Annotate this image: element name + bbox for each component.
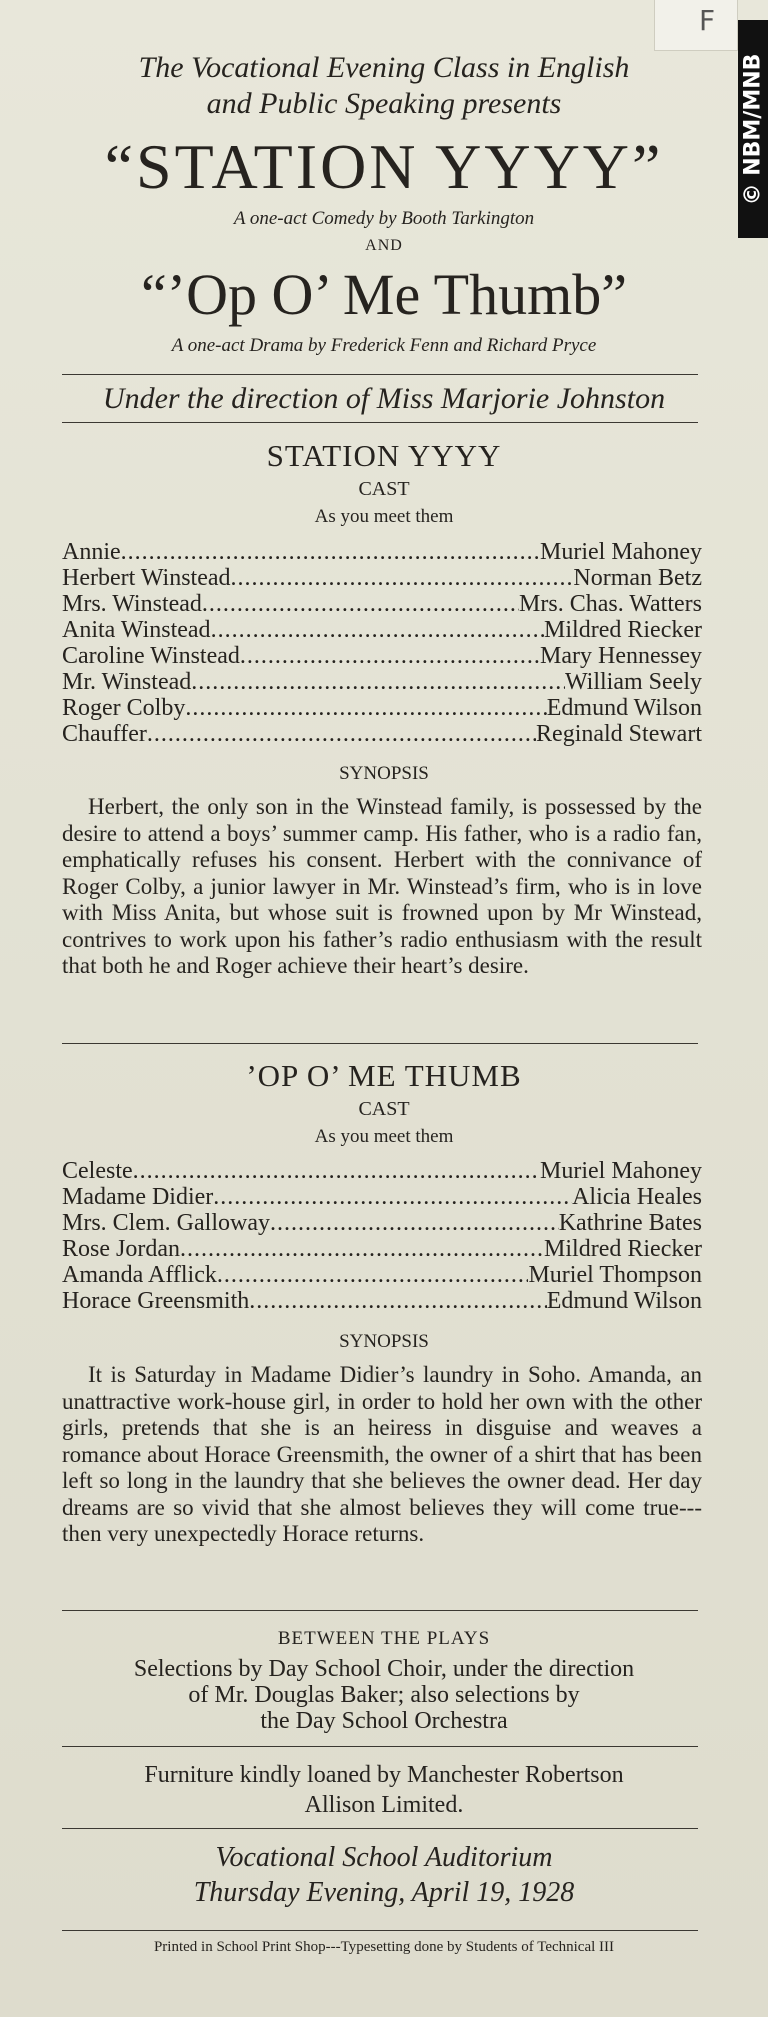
cast-row xyxy=(62,1288,702,1314)
cast-row xyxy=(62,721,702,747)
direction-credit: Under the direction of Miss Marjorie Johnston xyxy=(102,382,666,415)
venue: Vocational School Auditorium xyxy=(215,1842,553,1873)
play1-cast-sub: As you meet them xyxy=(314,506,454,527)
cast-role: Chauffer xyxy=(62,721,147,747)
play1-cast-label: CAST xyxy=(358,478,410,500)
play2-title: “’Op O’ Me Thumb” xyxy=(141,262,627,327)
corner-tab-letter: F xyxy=(699,4,716,37)
divider xyxy=(62,1746,698,1747)
play2-cast-label: CAST xyxy=(358,1098,410,1120)
cast-row xyxy=(62,1236,702,1262)
leader-dots xyxy=(211,617,544,643)
cast-role: Horace Greensmith xyxy=(62,1288,250,1314)
cast-role: Annie xyxy=(62,539,121,565)
cast-role: Caroline Winstead xyxy=(62,643,240,669)
divider xyxy=(62,1828,698,1829)
furniture-line-1: Furniture kindly loaned by Manchester Robertson xyxy=(144,1762,624,1788)
leader-dots xyxy=(213,1184,572,1210)
divider xyxy=(62,1610,698,1611)
leader-dots xyxy=(121,539,540,565)
cast-role: Mrs. Clem. Galloway xyxy=(62,1210,270,1236)
leader-dots xyxy=(147,721,536,747)
cast-role: Roger Colby xyxy=(62,695,186,721)
leader-dots xyxy=(217,1262,529,1288)
leader-dots xyxy=(133,1158,540,1184)
presenter-line-1: The Vocational Evening Class in English xyxy=(138,51,630,84)
cast-actor: Mary Hennessey xyxy=(540,643,702,669)
divider xyxy=(62,1043,698,1044)
cast-actor: Edmund Wilson xyxy=(546,1288,702,1314)
cast-row xyxy=(62,695,702,721)
leader-dots xyxy=(240,643,540,669)
cast-actor: Muriel Thompson xyxy=(528,1262,702,1288)
cast-actor: Muriel Mahoney xyxy=(540,539,702,565)
watermark-text: © NBM/MNB xyxy=(740,53,766,205)
cast-role: Rose Jordan xyxy=(62,1236,180,1262)
cast-actor: Mildred Riecker xyxy=(544,617,702,643)
between-heading: BETWEEN THE PLAYS xyxy=(277,1628,491,1649)
cast-row xyxy=(62,1210,702,1236)
cast-actor: Edmund Wilson xyxy=(546,695,702,721)
between-line-1: Selections by Day School Choir, under the direction xyxy=(133,1656,635,1682)
cast-row xyxy=(62,1158,702,1184)
play1-synopsis-label: SYNOPSIS xyxy=(339,763,429,784)
leader-dots xyxy=(231,565,574,591)
play2-synopsis-label: SYNOPSIS xyxy=(339,1331,429,1352)
cast-row xyxy=(62,1262,702,1288)
cast-actor: Reginald Stewart xyxy=(536,721,702,747)
leader-dots xyxy=(249,1288,546,1314)
play2-cast-sub: As you meet them xyxy=(314,1126,454,1147)
play2-synopsis xyxy=(62,1362,702,1548)
cast-actor: Norman Betz xyxy=(573,565,702,591)
play1-synopsis-text: Herbert, the only son in the Winstead family, is possessed by the desire to attend a boys’ summer camp. His father, who is a radio fan, emphatically refuses his consent. Herbert with the connivance of Roger Colby, a junior lawyer in Mr. Winstead’s firm, who is in love with Miss Anita, but whose suit is frowned upon by Mr Winstead, contrives to work upon his father’s radio enthusiasm with the result that both he and Roger achieve their heart’s desire. xyxy=(62,794,702,978)
cast-actor: Mrs. Chas. Watters xyxy=(519,591,702,617)
performance-date: Thursday Evening, April 19, 1928 xyxy=(193,1877,575,1908)
cast-actor: Mildred Riecker xyxy=(544,1236,702,1262)
cast-role: Amanda Afflick xyxy=(62,1262,217,1288)
leader-dots xyxy=(202,591,519,617)
play1-heading: STATION YYYY xyxy=(266,438,502,473)
leader-dots xyxy=(180,1236,544,1262)
cast-row xyxy=(62,591,702,617)
cast-role: Celeste xyxy=(62,1158,133,1184)
leader-dots xyxy=(185,695,546,721)
play1-synopsis xyxy=(62,794,702,980)
cast-row xyxy=(62,539,702,565)
cast-actor: Alicia Heales xyxy=(572,1184,702,1210)
between-line-2: of Mr. Douglas Baker; also selections by xyxy=(188,1682,580,1708)
play1-title: “STATION YYYY” xyxy=(104,131,664,202)
cast-row xyxy=(62,1184,702,1210)
cast-role: Herbert Winstead xyxy=(62,565,231,591)
cast-actor: Kathrine Bates xyxy=(558,1210,702,1236)
divider xyxy=(62,1930,698,1931)
cast-role: Anita Winstead xyxy=(62,617,211,643)
and-connector: AND xyxy=(365,237,403,254)
cast-actor: Muriel Mahoney xyxy=(540,1158,702,1184)
cast-row xyxy=(62,669,702,695)
divider xyxy=(62,374,698,375)
printer-credit: Printed in School Print Shop---Typesetting done by Students of Technical III xyxy=(153,1939,615,1955)
play1-subtitle: A one-act Comedy by Booth Tarkington xyxy=(233,208,535,229)
cast-row xyxy=(62,617,702,643)
archive-corner-tab xyxy=(654,0,738,51)
cast-actor: William Seely xyxy=(564,669,702,695)
cast-role: Mr. Winstead xyxy=(62,669,192,695)
furniture-line-2: Allison Limited. xyxy=(304,1792,464,1818)
between-line-3: the Day School Orchestra xyxy=(260,1708,508,1734)
play2-subtitle: A one-act Drama by Frederick Fenn and Richard Pryce xyxy=(171,335,597,356)
cast-row xyxy=(62,565,702,591)
cast-role: Madame Didier xyxy=(62,1184,214,1210)
divider xyxy=(62,422,698,423)
cast-role: Mrs. Winstead xyxy=(62,591,202,617)
play2-synopsis-text: It is Saturday in Madame Didier’s laundry in Soho. Amanda, an unattractive work-house girl, in order to hold her own with the other girls, pretends that she is an heiress in disguise and weaves a romance about Horace Greensmith, the owner of a shirt that has been left so long in the laundry that she believes the owner dead. Her day dreams are so vivid that she almost believes they will come true---then very unexpectedly Horace returns. xyxy=(62,1362,702,1546)
cast-row xyxy=(62,643,702,669)
leader-dots xyxy=(270,1210,559,1236)
leader-dots xyxy=(191,669,565,695)
presenter-line-2: and Public Speaking presents xyxy=(206,87,562,120)
play2-heading: ’OP O’ ME THUMB xyxy=(246,1058,522,1093)
